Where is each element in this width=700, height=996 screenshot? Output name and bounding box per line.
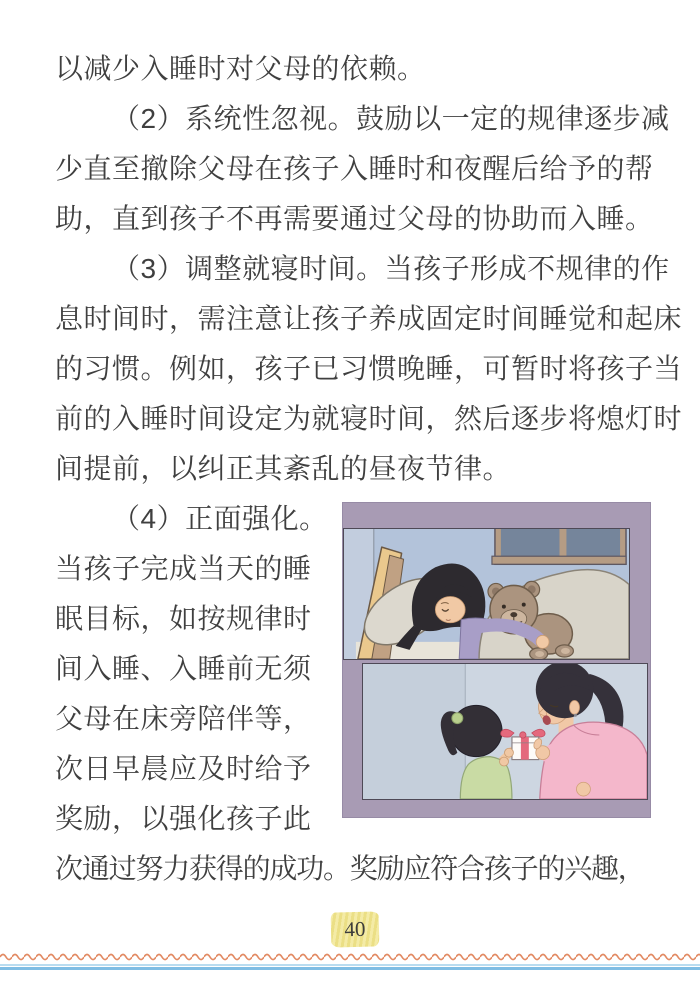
paragraph-2: （2）系统性忽视。鼓励以一定的规律逐步减 少直至撤除父母在孩子入睡时和夜醒后给予的帮 助，直到孩子不再需要通过父母的协助而入睡。 (55, 103, 670, 234)
paragraph-3: （3）调整就寝时间。当孩子形成不规律的作 息时间时，需注意让孩子养成固定时间睡觉和起床 的习惯。例如，孩子已习惯晚睡，可暂时将孩子当 前的入睡时间设定为就寝时间，然后逐步将熄灯时 间提前，以纠正其紊乱的昼夜节律。 (55, 253, 683, 484)
footer-wave-divider (0, 950, 700, 962)
page-number: 40 (344, 916, 366, 942)
footer-rule-light (0, 964, 700, 966)
illustration (343, 503, 650, 817)
body-text (55, 44, 683, 494)
paragraph-4-column: （4）正面强化。 当孩子完成当天的睡 眠目标，如按规律时 间入睡、入睡前无须 父母在床旁陪伴等， 次日早晨应及时给予 奖励，以强化孩子此 (55, 503, 328, 834)
illustration-gift-reward (362, 663, 648, 800)
paragraph-intro: 以减少入睡时对父母的依赖。 (55, 53, 426, 84)
window (492, 528, 626, 564)
illustration-sleeping-child (343, 528, 630, 660)
paragraph-4-tail: 次通过努力获得的成功。奖励应符合孩子的兴趣， (55, 853, 645, 884)
page-number-badge (331, 911, 380, 947)
footer-rule-strong (0, 967, 700, 970)
